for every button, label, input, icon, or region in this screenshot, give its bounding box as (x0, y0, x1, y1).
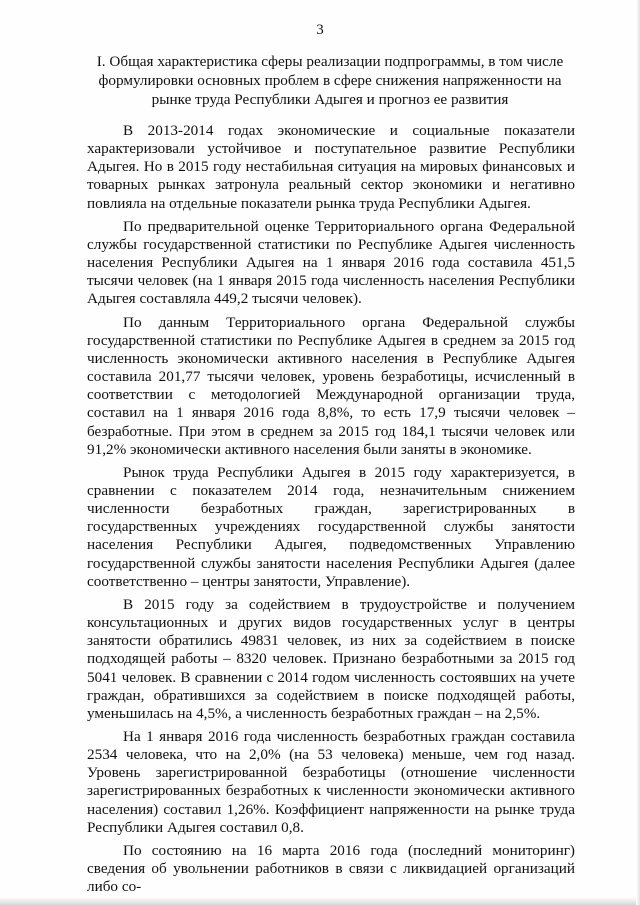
paragraph: В 2015 году за содействием в трудоустройстве и получением консультационных и других видов государственных услуг в центры занятости обратились 49831 человек, из них за содействием в поиске подходящей работы – 8320 человек. Признано безработными за 2015 год 5041 человек. В сравнении с 2014 годом численность состоявших на учете граждан, обратившихся за содействием в поиске подходящей работы, уменьшилась на 4,5%, а численность безработных граждан – на 2,5%. (87, 595, 575, 722)
body-text (87, 122, 575, 901)
paragraph: По состоянию на 16 марта 2016 года (последний мониторинг) сведения об увольнении работников в связи с ликвидацией организаций либо со- (87, 841, 575, 896)
paragraph: По данным Территориального органа Федеральной службы государственной статистики по Республике Адыгея в среднем за 2015 год численность экономически активного населения в Республике Адыгея составила 201,77 тысячи человек, уровень безработицы, исчисленный в соответствии с методологией Международной организации труда, составил на 1 января 2016 года 8,8%, то есть 17,9 тысячи человек – безработные. При этом в среднем за 2015 год 184,1 тысячи человек или 91,2% экономически активного населения были заняты в экономике. (87, 313, 575, 458)
paragraph: Рынок труда Республики Адыгея в 2015 году характеризуется, в сравнении с показателем 2014 года, незначительным снижением численности безработных граждан, зарегистрированных в государственных учреждениях государственной службы занятости населения Республики Адыгея, подведомственных Управлению государственной службы занятости населения Республики Адыгея (далее соответственно – центры занятости, Управление). (87, 463, 575, 590)
paragraph: По предварительной оценке Территориального органа Федеральной службы государственной статистики по Республике Адыгея численность населения Республики Адыгея на 1 января 2016 года составила 451,5 тысячи человек (на 1 января 2015 года численность населения Республики Адыгея составляла 449,2 тысячи человек). (87, 217, 575, 308)
scan-right-edge (636, 0, 640, 905)
section-heading: I. Общая характеристика сферы реализации подпрограммы, в том числе формулировки основных проблем в сфере снижения напряженности на рынке труда Республики Адыгея и прогноз ее развития (96, 53, 564, 108)
paragraph: На 1 января 2016 года численность безработных граждан составила 2534 человека, что на 2,0% (на 53 человека) меньше, чем год назад. Уровень зарегистрированной безработицы (отношение численности зарегистрированных безработных к численности экономически активного населения) составил 1,26%. Коэффициент напряженности на рынке труда Республики Адыгея составил 0,8. (87, 728, 575, 836)
page-number: 3 (316, 22, 324, 38)
paragraph: В 2013-2014 годах экономические и социальные показатели характеризовали устойчивое и поступательное развитие Республики Адыгея. Но в 2015 году нестабильная ситуация на мировых финансовых и товарных рынках затронула реальный сектор экономики и негативно повлияла на отдельные показатели рынка труда Республики Адыгея. (87, 122, 575, 212)
scan-bottom-edge (0, 897, 640, 905)
